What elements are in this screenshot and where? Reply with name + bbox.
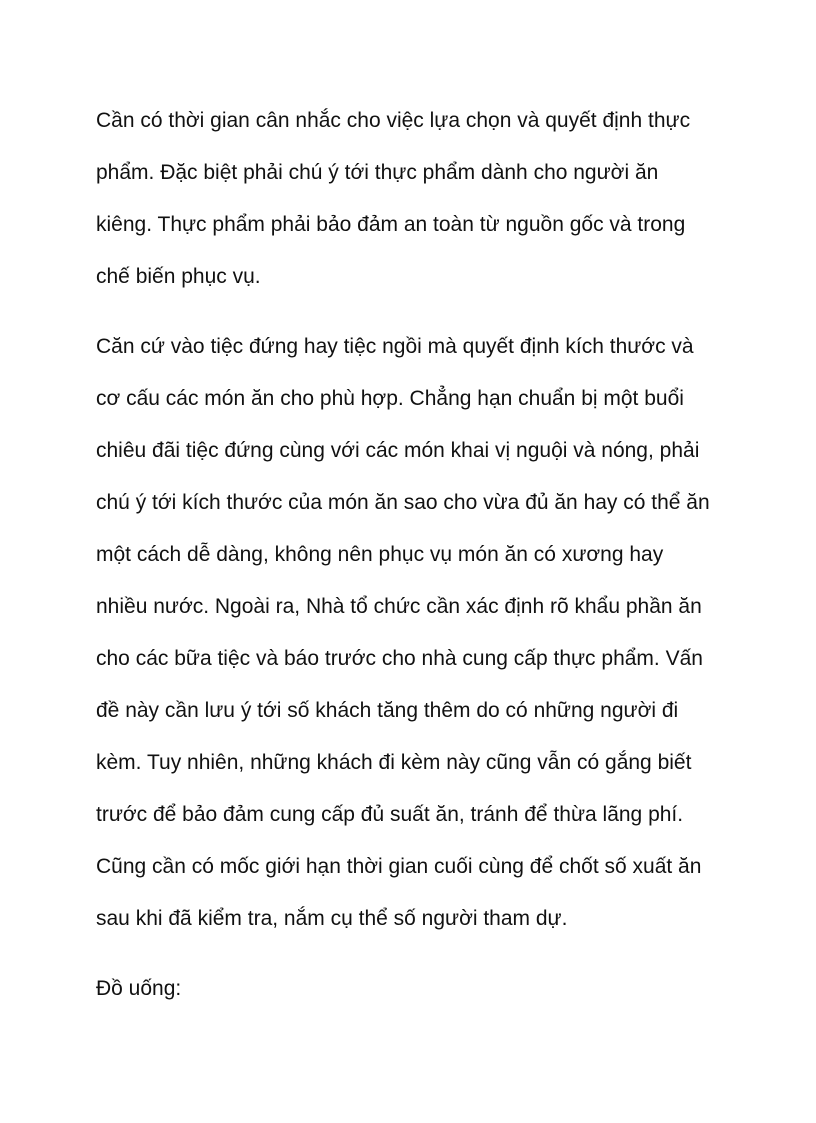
- document-body: [96, 95, 736, 1015]
- text-line: một cách dễ dàng, không nên phục vụ món ăn có xương hay: [96, 543, 664, 566]
- text-line: cơ cấu các món ăn cho phù hợp. Chẳng hạn chuẩn bị một buổi: [96, 387, 684, 410]
- text-line: cho các bữa tiệc và báo trước cho nhà cung cấp thực phẩm. Vấn: [96, 647, 703, 670]
- text-line: Cần có thời gian cân nhắc cho việc lựa chọn và quyết định thực: [96, 109, 691, 132]
- text-line: Đồ uống:: [96, 977, 182, 1000]
- text-line: phẩm. Đặc biệt phải chú ý tới thực phẩm dành cho người ăn: [96, 161, 659, 184]
- text-line: trước để bảo đảm cung cấp đủ suất ăn, tránh để thừa lãng phí.: [96, 803, 684, 826]
- text-line: đề này cần lưu ý tới số khách tăng thêm do có những người đi: [96, 699, 679, 722]
- text-line: kèm. Tuy nhiên, những khách đi kèm này cũng vẫn có gắng biết: [96, 751, 692, 774]
- text-line: chiêu đãi tiệc đứng cùng với các món khai vị nguội và nóng, phải: [96, 439, 700, 462]
- paragraph-menu-planning: [96, 321, 736, 945]
- text-line: chế biến phục vụ.: [96, 265, 261, 288]
- paragraph-drinks-heading: [96, 963, 736, 1015]
- paragraph-food-selection: [96, 95, 736, 303]
- text-line: chú ý tới kích thước của món ăn sao cho vừa đủ ăn hay có thể ăn: [96, 491, 710, 514]
- text-line: kiêng. Thực phẩm phải bảo đảm an toàn từ nguồn gốc và trong: [96, 213, 686, 236]
- text-line: Cũng cần có mốc giới hạn thời gian cuối cùng để chốt số xuất ăn: [96, 855, 702, 878]
- text-line: Căn cứ vào tiệc đứng hay tiệc ngồi mà quyết định kích thước và: [96, 335, 694, 358]
- text-line: sau khi đã kiểm tra, nắm cụ thể số người tham dự.: [96, 907, 568, 930]
- text-line: nhiều nước. Ngoài ra, Nhà tổ chức cần xác định rõ khẩu phần ăn: [96, 595, 702, 618]
